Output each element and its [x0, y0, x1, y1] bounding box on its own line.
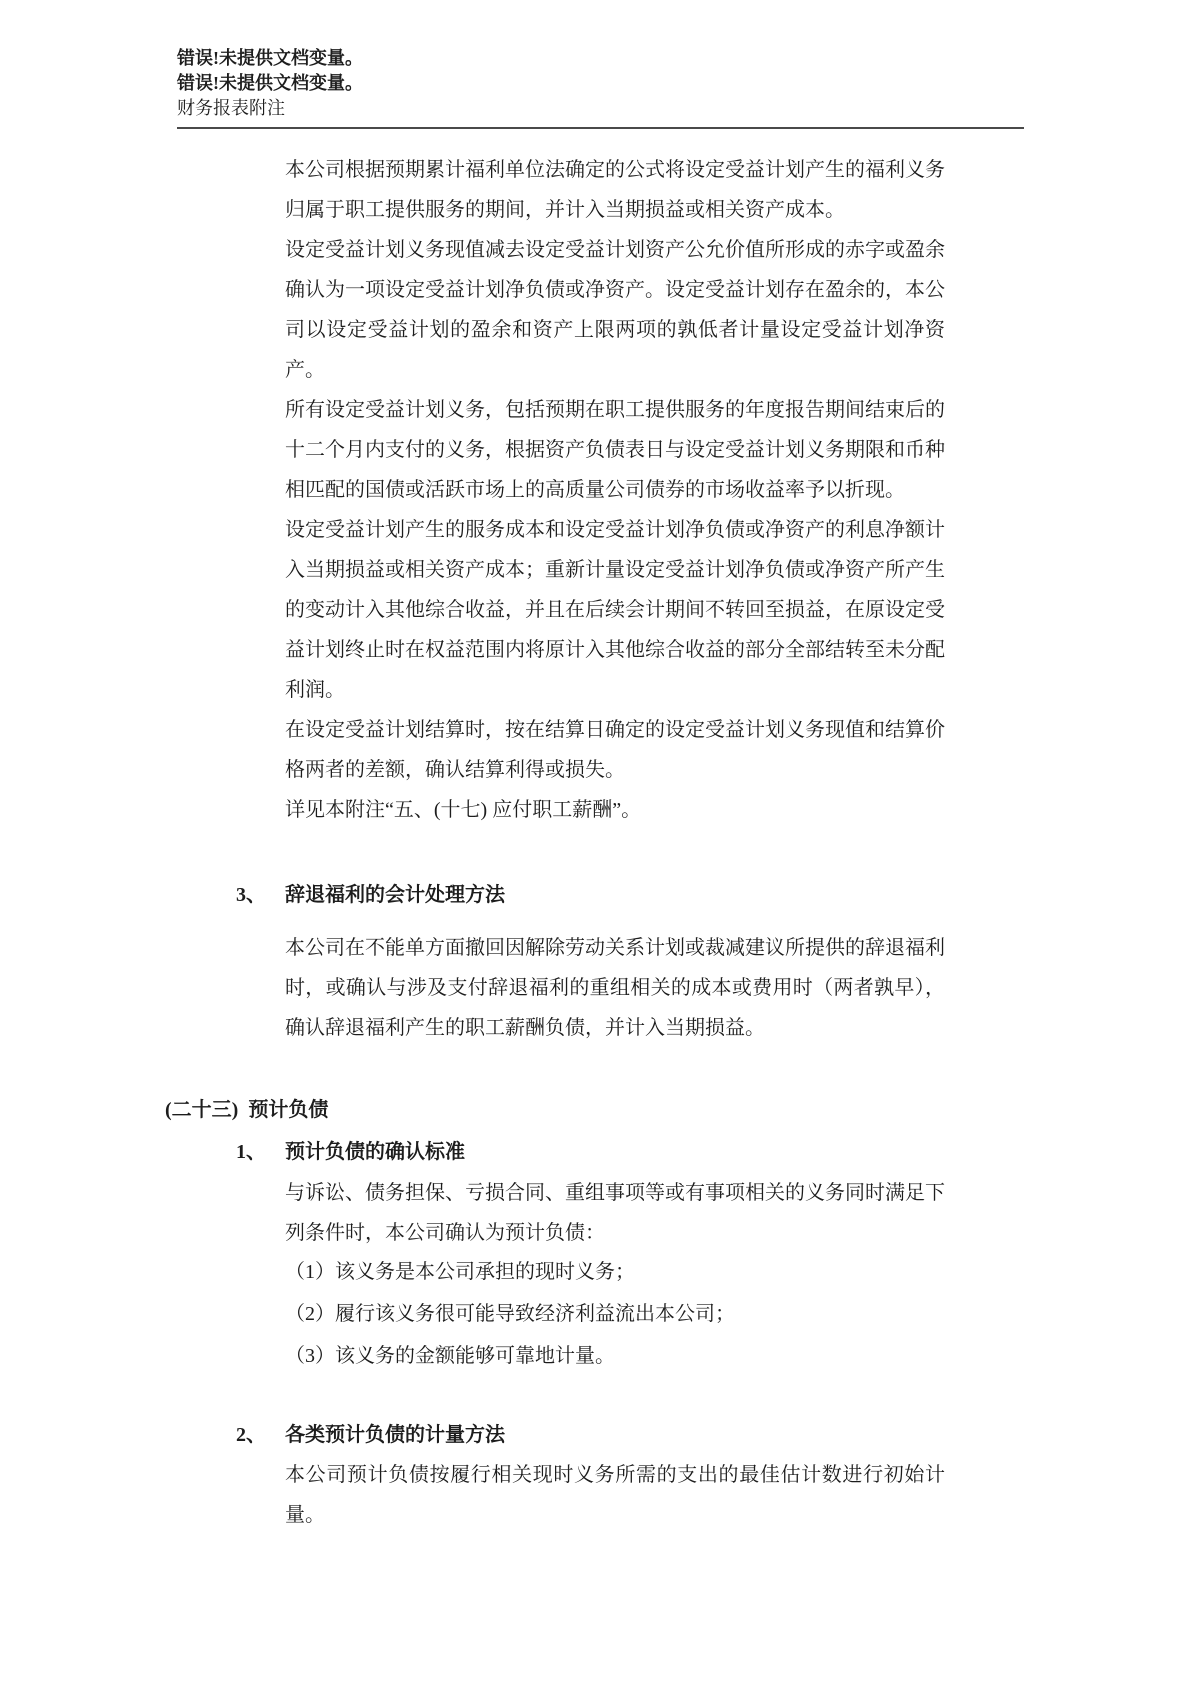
- paragraph-recognition-criteria: 与诉讼、债务担保、亏损合同、重组事项等或有事项相关的义务同时满足下列条件时，本公司确认为预计负债：: [285, 1182, 945, 1244]
- heading-termination-benefits: [236, 875, 1200, 915]
- header-section-title: 财务报表附注: [177, 98, 285, 118]
- header-doc-variable-error-2: 错误!未提供文档变量。: [177, 73, 363, 93]
- page-header: [177, 46, 1024, 129]
- document-body: [0, 150, 1200, 1535]
- heading-estimated-liabilities: [165, 1090, 1200, 1130]
- paragraph-net-liability-asset: 设定受益计划义务现值减去设定受益计划资产公允价值所形成的赤字或盈余确认为一项设定受益计划净负债或净资产。设定受益计划存在盈余的，本公司以设定受益计划的盈余和资产上限两项的孰低者计量设定受益计划净资产。: [285, 239, 945, 381]
- heading-number: 1、: [236, 1141, 266, 1163]
- section-number: (二十三): [165, 1099, 239, 1121]
- criteria-item-3: （3）该义务的金额能够可靠地计量。: [285, 1345, 615, 1367]
- paragraph-settlement: 在设定受益计划结算时，按在结算日确定的设定受益计划义务现值和结算价格两者的差额，确认结算利得或损失。: [285, 719, 945, 781]
- criteria-list: [0, 1251, 1200, 1377]
- heading-measurement-method: [236, 1415, 1200, 1455]
- criteria-item-1: （1）该义务是本公司承担的现时义务；: [285, 1261, 635, 1283]
- header-doc-variable-error-1: 错误!未提供文档变量。: [177, 48, 363, 68]
- heading-title: 预计负债的确认标准: [285, 1141, 465, 1163]
- heading-number: 2、: [236, 1424, 266, 1446]
- criteria-item-2: （2）履行该义务很可能导致经济利益流出本公司；: [285, 1303, 735, 1325]
- paragraph-measurement-method: 本公司预计负债按履行相关现时义务所需的支出的最佳估计数进行初始计量。: [285, 1464, 945, 1526]
- paragraph-termination-benefits: 本公司在不能单方面撤回因解除劳动关系计划或裁减建议所提供的辞退福利时，或确认与涉及支付辞退福利的重组相关的成本或费用时（两者孰早），确认辞退福利产生的职工薪酬负债，并计入当期损益。: [285, 937, 945, 1039]
- heading-recognition-criteria: [236, 1132, 1200, 1172]
- section-title: 预计负债: [248, 1099, 329, 1121]
- paragraph-service-cost: 设定受益计划产生的服务成本和设定受益计划净负债或净资产的利息净额计入当期损益或相关资产成本；重新计量设定受益计划净负债或净资产所产生的变动计入其他综合收益，并且在后续会计期间不转回至损益，在原设定受益计划终止时在权益范围内将原计入其他综合收益的部分全部结转至未分配利润。: [285, 519, 945, 701]
- heading-number: 3、: [236, 884, 266, 906]
- paragraph-discount-rate: 所有设定受益计划义务，包括预期在职工提供服务的年度报告期间结束后的十二个月内支付的义务，根据资产负债表日与设定受益计划义务期限和币种相匹配的国债或活跃市场上的高质量公司债券的市场收益率予以折现。: [285, 399, 945, 501]
- paragraph-cross-reference: 详见本附注“五、(十七) 应付职工薪酬”。: [285, 799, 642, 821]
- heading-title: 各类预计负债的计量方法: [285, 1424, 505, 1446]
- paragraph-benefit-obligation: 本公司根据预期累计福利单位法确定的公式将设定受益计划产生的福利义务归属于职工提供服务的期间，并计入当期损益或相关资产成本。: [285, 159, 945, 221]
- heading-title: 辞退福利的会计处理方法: [285, 884, 505, 906]
